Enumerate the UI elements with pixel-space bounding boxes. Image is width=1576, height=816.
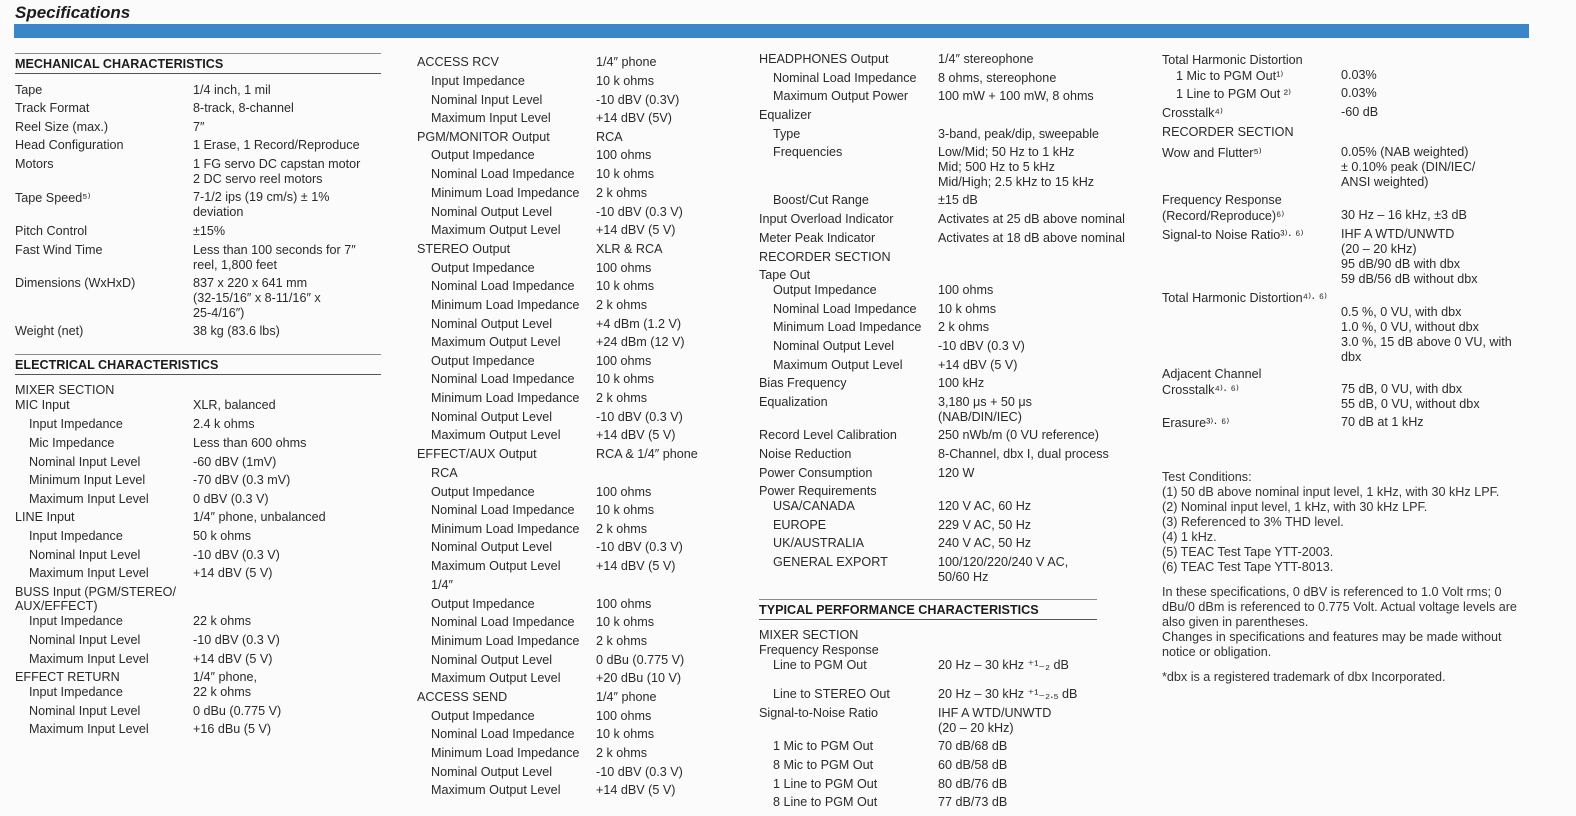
spec-label: Nominal Output Level xyxy=(431,653,553,667)
spec-label: Maximum Output Level xyxy=(773,358,903,372)
spec-label: Maximum Output Level xyxy=(431,335,561,349)
spec-value: 100 kHz xyxy=(938,376,985,390)
spec-value: -10 dBV (0.3 V) xyxy=(596,765,683,779)
spec-value: 100 ohms xyxy=(596,354,652,368)
spec-label: Total Harmonic Distortion⁴⁾· ⁶⁾ xyxy=(1162,291,1328,305)
spec-label: Output Impedance xyxy=(773,283,877,297)
spec-value: 1/4″ phone xyxy=(596,55,657,69)
spec-label: Power Consumption xyxy=(759,466,873,480)
spec-label: Maximum Output Level xyxy=(431,559,561,573)
spec-value: 75 dB, 0 VU, with dbx 55 dB, 0 VU, without dbx xyxy=(1341,382,1480,411)
spec-label: Nominal Input Level xyxy=(431,93,543,107)
spec-value: +14 dBV (5 V) xyxy=(596,428,676,442)
spec-label: Output Impedance xyxy=(431,148,535,162)
spec-label: 1 Line to PGM Out ²⁾ xyxy=(1176,87,1292,101)
spec-label: Maximum Output Level xyxy=(431,783,561,797)
spec-label: 1 Line to PGM Out xyxy=(773,777,878,791)
spec-value: 10 k ohms xyxy=(596,615,655,629)
spec-label: 1/4″ xyxy=(431,578,453,592)
page-title: Specifications xyxy=(15,3,131,22)
spec-label: Wow and Flutter⁵⁾ xyxy=(1162,146,1262,160)
spec-value: 0.5 %, 0 VU, with dbx 1.0 %, 0 VU, without dbx 3.0 %, 15 dB above 0 VU, with dbx xyxy=(1341,305,1512,364)
spec-value: Low/Mid; 50 Hz to 1 kHz Mid; 500 Hz to 5 kHz Mid/High; 2.5 kHz to 15 kHz xyxy=(938,145,1095,189)
spec-value: 100 ohms xyxy=(596,597,652,611)
spec-value: -60 dB xyxy=(1341,105,1379,119)
spec-value: 3,180 μs + 50 μs (NAB/DIN/IEC) xyxy=(938,395,1032,424)
spec-label: USA/CANADA xyxy=(773,499,855,513)
spec-label: 1 Mic to PGM Out¹⁾ xyxy=(1176,69,1284,83)
spec-value: 100/120/220/240 V AC, 50/60 Hz xyxy=(938,555,1069,584)
spec-label: MIC Input xyxy=(15,398,70,412)
spec-label: Equalizer xyxy=(759,108,812,122)
spec-label: Boost/Cut Range xyxy=(773,193,869,207)
spec-label: Maximum Output Level xyxy=(431,671,561,685)
spec-value: +14 dBV (5 V) xyxy=(596,223,676,237)
spec-label: Input Impedance xyxy=(29,417,123,431)
spec-label: Nominal Input Level xyxy=(29,548,141,562)
spec-value: XLR & RCA xyxy=(596,242,663,256)
spec-value: 22 k ohms xyxy=(193,614,252,628)
spec-value: ±15% xyxy=(193,224,226,238)
spec-label: Nominal Load Impedance xyxy=(773,71,917,85)
spec-value: +24 dBm (12 V) xyxy=(596,335,685,349)
spec-value: 0.03% xyxy=(1341,86,1377,100)
spec-label: Track Format xyxy=(15,101,90,115)
spec-value: 0.03% xyxy=(1341,68,1377,82)
spec-value: +14 dBV (5 V) xyxy=(193,652,273,666)
spec-value: 100 ohms xyxy=(938,283,994,297)
spec-label: Nominal Output Level xyxy=(431,317,553,331)
spec-label: 8 Mic to PGM Out xyxy=(773,758,874,772)
spec-value: Activates at 25 dB above nominal xyxy=(938,212,1125,226)
spec-label: PGM/MONITOR Output xyxy=(417,130,550,144)
spec-value: -10 dBV (0.3 V) xyxy=(193,548,280,562)
spec-value: 2 k ohms xyxy=(596,391,648,405)
spec-label: Nominal Load Impedance xyxy=(431,503,575,517)
spec-value: 7-1/2 ips (19 cm/s) ± 1% deviation xyxy=(193,190,330,219)
spec-label: Maximum Output Level xyxy=(431,428,561,442)
spec-label: Adjacent Channel xyxy=(1162,367,1262,381)
spec-value: 2 k ohms xyxy=(596,298,648,312)
spec-label: Minimum Load Impedance xyxy=(431,298,580,312)
section-rule xyxy=(15,53,381,54)
spec-label: Crosstalk⁴⁾ xyxy=(1162,106,1223,120)
spec-value: 38 kg (83.6 lbs) xyxy=(193,324,280,338)
spec-value: Activates at 18 dB above nominal xyxy=(938,231,1125,245)
spec-label: Output Impedance xyxy=(431,354,535,368)
spec-value: 80 dB/76 dB xyxy=(938,777,1008,791)
spec-label: Tape xyxy=(15,83,43,97)
spec-value: 8 ohms, stereophone xyxy=(938,71,1057,85)
spec-label: RECORDER SECTION xyxy=(759,250,891,264)
spec-value: 1 FG servo DC capstan motor 2 DC servo reel motors xyxy=(193,157,361,186)
spec-value: 8-track, 8-channel xyxy=(193,101,294,115)
spec-value: -60 dBV (1mV) xyxy=(193,455,277,469)
spec-label: Output Impedance xyxy=(431,597,535,611)
spec-value: 1 Erase, 1 Record/Reproduce xyxy=(193,138,360,152)
spec-value: 100 ohms xyxy=(596,261,652,275)
spec-label: Maximum Input Level xyxy=(431,111,551,125)
spec-label: Head Configuration xyxy=(15,138,124,152)
section-heading: ELECTRICAL CHARACTERISTICS xyxy=(15,358,219,372)
spec-value: -10 dBV (0.3 V) xyxy=(193,633,280,647)
spec-value: +20 dBu (10 V) xyxy=(596,671,682,685)
trademark-note: *dbx is a registered trademark of dbx Incorporated. xyxy=(1162,670,1446,684)
spec-label: EFFECT RETURN xyxy=(15,670,120,684)
spec-label: 8 Line to PGM Out xyxy=(773,795,878,809)
spec-value: -10 dBV (0.3 V) xyxy=(596,410,683,424)
spec-label: Signal-to-Noise Ratio xyxy=(759,706,878,720)
spec-value: -10 dBV (0.3 V) xyxy=(938,339,1025,353)
section-rule xyxy=(15,354,381,355)
spec-label: BUSS Input (PGM/STEREO/ xyxy=(15,585,176,599)
spec-value: 60 dB/58 dB xyxy=(938,758,1008,772)
spec-value: 50 k ohms xyxy=(193,529,252,543)
spec-label: RECORDER SECTION xyxy=(1162,125,1294,139)
spec-label: Tape Speed⁵⁾ xyxy=(15,191,91,205)
spec-value: 837 x 220 x 641 mm (32-15/16″ x 8-11/16″ x 25-4/16″) xyxy=(193,276,321,320)
spec-value: 10 k ohms xyxy=(596,74,655,88)
spec-label: Nominal Load Impedance xyxy=(431,372,575,386)
spec-value: 1/4″ phone, 22 k ohms xyxy=(193,670,257,699)
spec-label: HEADPHONES Output xyxy=(759,52,889,66)
spec-label: Fast Wind Time xyxy=(15,243,103,257)
spec-value: 20 Hz – 30 kHz ⁺¹₋₂ dB xyxy=(938,658,1069,672)
spec-value: 229 V AC, 50 Hz xyxy=(938,518,1032,532)
spec-label: Minimum Load Impedance xyxy=(431,746,580,760)
spec-value: -10 dBV (0.3V) xyxy=(596,93,680,107)
section-rule xyxy=(759,599,1097,600)
header-bar-left xyxy=(14,24,761,38)
spec-label: Nominal Output Level xyxy=(431,540,553,554)
spec-value: 7″ xyxy=(193,120,205,134)
spec-label: EUROPE xyxy=(773,518,827,532)
spec-label: Maximum Input Level xyxy=(29,652,149,666)
spec-label: (Record/Reproduce)⁶⁾ xyxy=(1162,209,1285,223)
spec-value: 100 ohms xyxy=(596,709,652,723)
spec-label: Minimum Load Impedance xyxy=(431,634,580,648)
spec-value: RCA & 1/4″ phone xyxy=(596,447,698,461)
spec-value: 0 dBV (0.3 V) xyxy=(193,492,269,506)
spec-label: LINE Input xyxy=(15,510,75,524)
test-conditions: Test Conditions: (1) 50 dB above nominal input level, 1 kHz, with 30 kHz LPF. (2) Nominal input level, 1 kHz, with 30 kHz LPF. (3) Referenced to 3% THD level. (4) 1 kHz. (5) TEAC Test Tape YTT-2003. (6) TEAC Test Tape YTT-8013. xyxy=(1162,470,1500,574)
spec-label: Equalization xyxy=(759,395,828,409)
spec-label: Minimum Load Impedance xyxy=(431,522,580,536)
spec-value: 0 dBu (0.775 V) xyxy=(596,653,685,667)
spec-label: ACCESS SEND xyxy=(417,690,508,704)
spec-label: Input Impedance xyxy=(29,529,123,543)
spec-value: +14 dBV (5V) xyxy=(596,111,672,125)
spec-value: 1/4″ phone xyxy=(596,690,657,704)
section-underline xyxy=(15,73,381,74)
spec-label: Noise Reduction xyxy=(759,447,852,461)
spec-label: Minimum Load Impedance xyxy=(431,186,580,200)
spec-value: -10 dBV (0.3 V) xyxy=(596,205,683,219)
spec-label: Nominal Load Impedance xyxy=(431,615,575,629)
spec-value: 10 k ohms xyxy=(596,727,655,741)
spec-label: Weight (net) xyxy=(15,324,84,338)
spec-label: MIXER SECTION xyxy=(15,383,115,397)
spec-label: Power Requirements xyxy=(759,484,877,498)
spec-value: 30 Hz – 16 kHz, ±3 dB xyxy=(1341,208,1467,222)
spec-label: 1 Mic to PGM Out xyxy=(773,739,874,753)
spec-label: Minimum Input Level xyxy=(29,473,146,487)
spec-value: +14 dBV (5 V) xyxy=(938,358,1018,372)
spec-label: Tape Out xyxy=(759,268,811,282)
spec-label: Pitch Control xyxy=(15,224,88,238)
spec-value: 240 V AC, 50 Hz xyxy=(938,536,1032,550)
spec-label: ACCESS RCV xyxy=(417,55,499,69)
spec-label: Nominal Load Impedance xyxy=(431,167,575,181)
spec-value: Less than 100 seconds for 7″ reel, 1,800 feet xyxy=(193,243,356,272)
spec-label: Nominal Load Impedance xyxy=(431,279,575,293)
section-underline xyxy=(759,619,1097,620)
spec-label: RCA xyxy=(431,466,458,480)
spec-label: Erasure³⁾· ⁶⁾ xyxy=(1162,416,1230,430)
spec-value: 8-Channel, dbx I, dual process xyxy=(938,447,1109,461)
spec-label: Bias Frequency xyxy=(759,376,847,390)
spec-label: MIXER SECTION xyxy=(759,628,859,642)
spec-label: Nominal Input Level xyxy=(29,633,141,647)
spec-value: 70 dB at 1 kHz xyxy=(1341,415,1424,429)
spec-label: Output Impedance xyxy=(431,709,535,723)
spec-label: Meter Peak Indicator xyxy=(759,231,876,245)
spec-value: 70 dB/68 dB xyxy=(938,739,1008,753)
spec-value: -70 dBV (0.3 mV) xyxy=(193,473,291,487)
spec-value: 1/4 inch, 1 mil xyxy=(193,83,271,97)
spec-label: Crosstalk⁴⁾· ⁶⁾ xyxy=(1162,383,1239,397)
spec-value: 2 k ohms xyxy=(596,186,648,200)
spec-label: Minimum Load Impedance xyxy=(773,320,922,334)
spec-label: Maximum Input Level xyxy=(29,492,149,506)
spec-label: Frequencies xyxy=(773,145,843,159)
spec-label: Nominal Input Level xyxy=(29,704,141,718)
spec-value: 10 k ohms xyxy=(596,279,655,293)
spec-value: 2.4 k ohms xyxy=(193,417,255,431)
spec-label: Output Impedance xyxy=(431,261,535,275)
reference-note: In these specifications, 0 dBV is referenced to 1.0 Volt rms; 0 dBu/0 dBm is referenced to 0.775 Volt. Actual voltage levels are also given in parentheses. Changes in specifications and features may be made without notice or obligation. xyxy=(1162,585,1517,659)
spec-label: Line to STEREO Out xyxy=(773,687,890,701)
spec-value: 0 dBu (0.775 V) xyxy=(193,704,282,718)
spec-value: 10 k ohms xyxy=(938,302,997,316)
spec-value: 120 V AC, 60 Hz xyxy=(938,499,1032,513)
spec-label: Signal-to Noise Ratio³⁾· ⁶⁾ xyxy=(1162,228,1304,242)
spec-value: +14 dBV (5 V) xyxy=(596,783,676,797)
spec-label: Input Impedance xyxy=(29,685,123,699)
spec-value: 10 k ohms xyxy=(596,503,655,517)
spec-value: Less than 600 ohms xyxy=(193,436,307,450)
spec-label: Record Level Calibration xyxy=(759,428,897,442)
spec-label: UK/AUSTRALIA xyxy=(773,536,864,550)
header-bar-right xyxy=(761,24,1529,38)
spec-label: Frequency Response xyxy=(1162,193,1282,207)
spec-label: Nominal Load Impedance xyxy=(773,302,917,316)
spec-value: 20 Hz – 30 kHz ⁺¹₋₂.₅ dB xyxy=(938,687,1078,701)
spec-label: Total Harmonic Distortion xyxy=(1162,53,1303,67)
spec-label: Input Overload Indicator xyxy=(759,212,894,226)
spec-label: Line to PGM Out xyxy=(773,658,867,672)
spec-value: 100 mW + 100 mW, 8 ohms xyxy=(938,89,1094,103)
spec-value: 100 ohms xyxy=(596,485,652,499)
spec-label: Motors xyxy=(15,157,54,171)
spec-value: IHF A WTD/UNWTD (20 – 20 kHz) 95 dB/90 dB with dbx 59 dB/56 dB without dbx xyxy=(1341,227,1478,286)
spec-value: ±15 dB xyxy=(938,193,978,207)
spec-label: Maximum Input Level xyxy=(29,722,149,736)
spec-value: XLR, balanced xyxy=(193,398,276,412)
spec-value: -10 dBV (0.3 V) xyxy=(596,540,683,554)
section-underline xyxy=(15,374,381,375)
spec-value: 1/4″ stereophone xyxy=(938,52,1034,66)
spec-label: Nominal Output Level xyxy=(431,765,553,779)
spec-label: Mic Impedance xyxy=(29,436,115,450)
spec-label: Reel Size (max.) xyxy=(15,120,109,134)
spec-label: Input Impedance xyxy=(29,614,123,628)
spec-value: 3-band, peak/dip, sweepable xyxy=(938,127,1100,141)
footnotes xyxy=(1162,470,1532,685)
spec-value: 2 k ohms xyxy=(938,320,990,334)
spec-label: Dimensions (WxHxD) xyxy=(15,276,136,290)
spec-value: 10 k ohms xyxy=(596,167,655,181)
spec-value: +14 dBV (5 V) xyxy=(596,559,676,573)
spec-value: +4 dBm (1.2 V) xyxy=(596,317,682,331)
spec-value: 0.05% (NAB weighted) ± 0.10% peak (DIN/IEC/ ANSI weighted) xyxy=(1341,145,1476,189)
spec-label: Nominal Output Level xyxy=(431,410,553,424)
spec-label: Frequency Response xyxy=(759,643,879,657)
spec-value: 2 k ohms xyxy=(596,634,648,648)
spec-value: +16 dBu (5 V) xyxy=(193,722,272,736)
spec-value: RCA xyxy=(596,130,623,144)
spec-value: 10 k ohms xyxy=(596,372,655,386)
spec-label: EFFECT/AUX Output xyxy=(417,447,537,461)
section-heading: MECHANICAL CHARACTERISTICS xyxy=(15,57,224,71)
spec-value: 250 nWb/m (0 VU reference) xyxy=(938,428,1099,442)
spec-value: 1/4″ phone, unbalanced xyxy=(193,510,326,524)
spec-label: Maximum Input Level xyxy=(29,566,149,580)
spec-value: 120 W xyxy=(938,466,975,480)
section-heading: TYPICAL PERFORMANCE CHARACTERISTICS xyxy=(759,603,1039,617)
spec-value: 100 ohms xyxy=(596,148,652,162)
spec-label: STEREO Output xyxy=(417,242,511,256)
spec-label: Minimum Load Impedance xyxy=(431,391,580,405)
spec-label: Nominal Input Level xyxy=(29,455,141,469)
spec-label: Nominal Load Impedance xyxy=(431,727,575,741)
spec-value: 2 k ohms xyxy=(596,746,648,760)
spec-label: Nominal Output Level xyxy=(773,339,895,353)
spec-label: Input Impedance xyxy=(431,74,525,88)
spec-label: Type xyxy=(773,127,801,141)
spec-label: Maximum Output Power xyxy=(773,89,909,103)
spec-value: +14 dBV (5 V) xyxy=(193,566,273,580)
spec-value: 77 dB/73 dB xyxy=(938,795,1008,809)
spec-value: 2 k ohms xyxy=(596,522,648,536)
spec-label: Nominal Output Level xyxy=(431,205,553,219)
spec-value: IHF A WTD/UNWTD (20 – 20 kHz) xyxy=(938,706,1052,735)
spec-label: Maximum Output Level xyxy=(431,223,561,237)
spec-label: AUX/EFFECT) xyxy=(15,599,98,613)
spec-label: Output Impedance xyxy=(431,485,535,499)
spec-label: GENERAL EXPORT xyxy=(773,555,888,569)
